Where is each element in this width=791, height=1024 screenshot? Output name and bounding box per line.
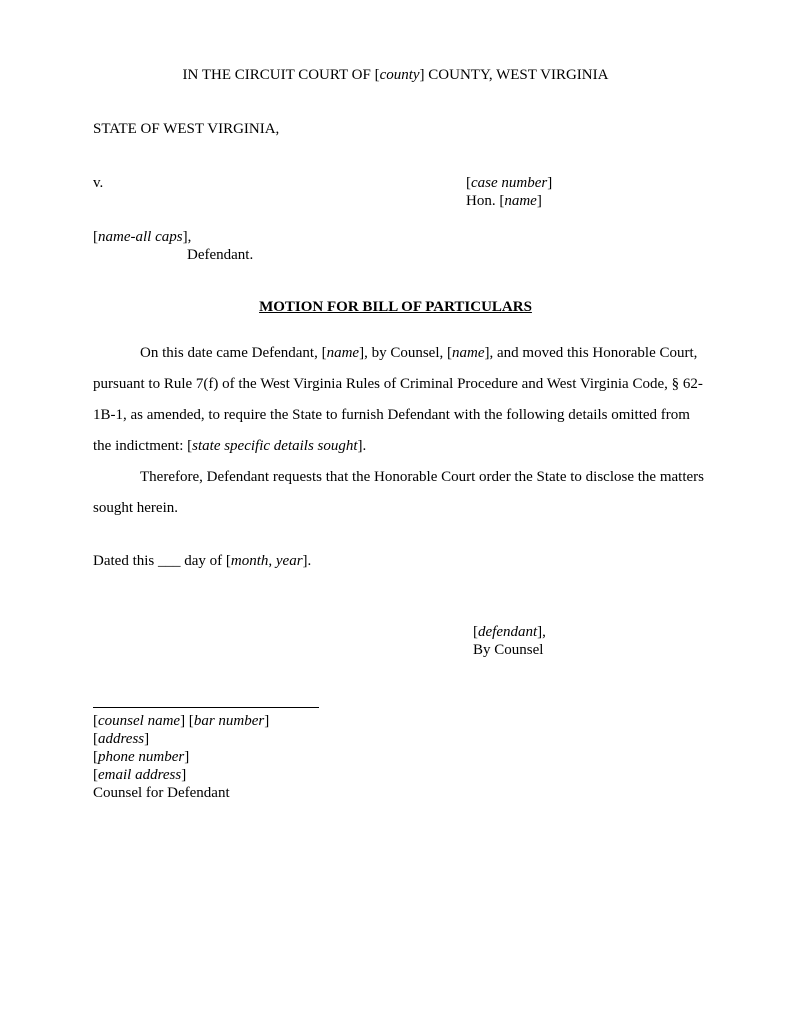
name-placeholder: name xyxy=(326,345,360,361)
document-title: MOTION FOR BILL OF PARTICULARS xyxy=(259,299,532,315)
body-paragraph-2: Therefore, Defendant requests that the Honorable Court order the State to disclose the matters sought herein. xyxy=(93,469,704,516)
plaintiff-name: STATE OF WEST VIRGINIA, xyxy=(93,121,280,137)
phone-placeholder: phone number xyxy=(98,749,185,765)
counsel-email-line: [email address] xyxy=(93,767,187,783)
signature-defendant: [defendant], xyxy=(473,624,546,640)
counsel-address-line: [address] xyxy=(93,731,150,747)
caption-text: IN THE CIRCUIT COURT OF [ xyxy=(182,67,380,83)
counsel-name-placeholder: counsel name xyxy=(98,713,181,729)
signature-line xyxy=(93,707,319,708)
email-placeholder: email address xyxy=(98,767,182,783)
counsel-role: Counsel for Defendant xyxy=(93,785,230,801)
name-placeholder: name xyxy=(452,345,485,361)
month-year-placeholder: month, year xyxy=(230,553,303,569)
counsel-name-line: [counsel name] [bar number] xyxy=(93,713,270,729)
address-placeholder: address xyxy=(98,731,145,747)
defendant-name-placeholder: name-all caps xyxy=(98,229,183,245)
by-counsel: By Counsel xyxy=(473,642,544,658)
defendant-name: [name-all caps], xyxy=(93,229,192,245)
judge-name-placeholder: name xyxy=(504,193,537,209)
body-paragraph-1: On this date came Defendant, [name], by Counsel, [name], and moved this Honorable Court, pursuant to Rule 7(f) of the West Virginia Rules of Criminal Procedure and West Virginia Code, § 62-1B-1, as amended, to require the State to furnish Defendant with the following details omitted from the indictment: [state specific details sought]. xyxy=(93,345,703,454)
defendant-placeholder: defendant xyxy=(478,624,538,640)
defendant-label: Defendant. xyxy=(187,247,254,263)
case-number: [case number] xyxy=(466,175,553,191)
counsel-phone-line: [phone number] xyxy=(93,749,190,765)
court-caption xyxy=(0,66,791,84)
versus-label: v. xyxy=(93,175,104,191)
county-placeholder: county xyxy=(379,67,420,83)
caption-text: ] COUNTY, WEST VIRGINIA xyxy=(419,67,609,83)
details-placeholder: state specific details sought xyxy=(192,438,358,454)
judge-name: Hon. [name] xyxy=(466,193,542,209)
bar-number-placeholder: bar number xyxy=(193,713,265,729)
case-number-placeholder: case number xyxy=(471,175,548,191)
dated-line: Dated this ___ day of [month, year]. xyxy=(93,553,312,569)
